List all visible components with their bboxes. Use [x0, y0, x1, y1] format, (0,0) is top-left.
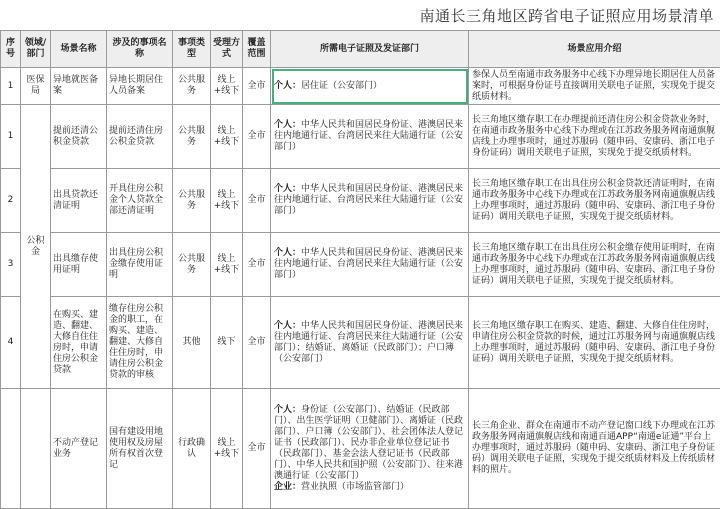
header-type: 事项类型: [173, 31, 211, 68]
header-scope: 覆盖范围: [243, 31, 271, 68]
cell-no: 3: [1, 233, 21, 297]
cell-mode: 线下: [211, 297, 243, 389]
cell-evidence: [271, 68, 469, 105]
cell-scene: 出具贷款还清证明: [51, 169, 107, 233]
table-row: [1, 297, 720, 389]
cell-intro: 长三角企业、群众在南通市不动产登记窗口线下办理或在江苏政务服务网南通旗舰店线和南通百通APP“南通e证通”平台上办理事项时，通过苏服码（随申码、安康码、浙江电子身份证码）调用关联电子证照，实现免于提交纸质材料及上传纸质材料的照片。: [469, 389, 720, 509]
cell-scope: 全市: [243, 169, 271, 233]
cell-scene: 不动产登记业务: [51, 389, 107, 509]
evidence-label: 个人：: [274, 81, 301, 91]
scenario-table: [0, 30, 720, 509]
evidence-text-enterprise: 营业执照（市场监管部门）: [301, 482, 409, 492]
cell-matter: 缴存住房公积金的职工，在购买、建造、翻建、大修自住住房时，申请住房公积金贷款的审核: [107, 297, 173, 389]
evidence-label-enterprise: 企业：: [274, 482, 301, 492]
header-scene: 场景名称: [51, 31, 107, 68]
cell-intro: 长三角地区缴存职工在办理提前还清住房公积金贷款业务时，在南通市政务服务中心线下办理或在江苏政务服务网南通旗舰店线上办理事项时，通过苏服码（随申码、安康码、浙江电子身份证码）调用关联电子证照，实现免于提交纸质材料。: [469, 105, 720, 169]
cell-matter: 开具住房公积金个人贷款全部还清证明: [107, 169, 173, 233]
cell-mode: 线上+线下: [211, 389, 243, 509]
cell-type: 公共服务: [173, 169, 211, 233]
cell-mode: 线上+线下: [211, 105, 243, 169]
cell-scope: 全市: [243, 297, 271, 389]
cell-evidence: [271, 389, 469, 509]
cell-no: [1, 389, 21, 509]
header-row: [1, 31, 720, 68]
cell-matter: 出具住房公积金缴存使用证明: [107, 233, 173, 297]
page-title: 南通长三角地区跨省电子证照应用场景清单: [160, 6, 714, 26]
cell-evidence: [271, 105, 469, 169]
evidence-label: 个人：: [274, 120, 301, 130]
table-row: [1, 105, 720, 169]
cell-scene: 提前还清公积金贷款: [51, 105, 107, 169]
cell-scope: 全市: [243, 233, 271, 297]
cell-type: 公共服务: [173, 233, 211, 297]
cell-no: 4: [1, 297, 21, 389]
cell-no: 2: [1, 169, 21, 233]
cell-scene: 在购买、建造、翻建、大修自住住房时，申请住房公积金贷款: [51, 297, 107, 389]
evidence-text: 中华人民共和国居民身份证、港澳居民来往内地通行证、台湾居民来往大陆通行证（公安部门）: [274, 120, 463, 152]
cell-matter: 国有建设用地使用权及房屋所有权首次登记: [107, 389, 173, 509]
evidence-label: 个人：: [274, 321, 301, 331]
cell-no: 1: [1, 105, 21, 169]
table-row: [1, 233, 720, 297]
cell-mode: 线上+线下: [211, 68, 243, 105]
cell-mode: 线上+线下: [211, 169, 243, 233]
cell-domain: [21, 389, 51, 509]
cell-mode: 线上+线下: [211, 233, 243, 297]
evidence-text: 身份证（公安部门）、结婚证（民政部门）、出生医学证明（卫健部门）、离婚证（民政部门）、户口簿（公安部门）、社会团体法人登记证书（民政部门）、民办非企业单位登记证书（民政部门）、基金会法人登记证书（民政部门）、中华人民共和国护照（公安部门）、往来港澳通行证（公安部门）: [274, 405, 463, 481]
cell-type: 公共服务: [173, 105, 211, 169]
cell-evidence: [271, 233, 469, 297]
cell-scope: 全市: [243, 105, 271, 169]
header-evidence: 所需电子证照及发证部门: [271, 31, 469, 68]
evidence-text: 中华人民共和国居民身份证、港澳居民来往内地通行证、台湾居民来往大陆通行证（公安部门）: [274, 248, 463, 280]
cell-scope: 全市: [243, 389, 271, 509]
cell-evidence: [271, 169, 469, 233]
cell-scope: 全市: [243, 68, 271, 105]
cell-scene: 异地就医备案: [51, 68, 107, 105]
cell-domain: 公积金: [21, 105, 51, 389]
header-no: 序号: [1, 31, 21, 68]
cell-intro: 长三角地区缴存职工在购买、建造、翻建、大修自住住房时，申请住房公积金贷款的时候，通过江苏服务网与南通旗舰店线上办理事项时，通过苏服码（随申码、安康码、浙江电子身份证码）调用关联电子证照，实现免于提交纸质材料。: [469, 297, 720, 389]
header-mode: 受理方式: [211, 31, 243, 68]
cell-scene: 出具缴存使用证明: [51, 233, 107, 297]
cell-type: 行政确认: [173, 389, 211, 509]
cell-matter: 异地长期居住人员备案: [107, 68, 173, 105]
table-row: [1, 68, 720, 105]
cell-intro: 长三角地区缴存职工在出具住房公积金贷款还清证明时，在南通市政务服务中心线下办理或在江苏政务服务网南通旗舰店线上办理事项时，通过苏服码（随申码、安康码、浙江电子身份证码）调用关联电子证照，实现免于提交纸质材料。: [469, 169, 720, 233]
evidence-text: 居住证（公安部门）: [301, 81, 382, 91]
header-domain: 领域/部门: [21, 31, 51, 68]
cell-intro: 长三角地区缴存职工在出具住房公积金缴存使用证明时，在南通市政务服务中心线下办理或在江苏政务服务网南通旗舰店线上办理事项时，通过苏服码（随申码、安康码、浙江电子身份证码）调用关联电子证照，实现免于提交纸质材料。: [469, 233, 720, 297]
table-row: [1, 389, 720, 509]
cell-no: 1: [1, 68, 21, 105]
evidence-text: 中华人民共和国居民身份证、港澳居民来往内地通行证、台湾居民来往大陆通行证（公安部门）: [274, 184, 463, 216]
cell-type: 公共服务: [173, 68, 211, 105]
evidence-label: 个人：: [274, 184, 301, 194]
cell-evidence: [271, 297, 469, 389]
cell-type: 其他: [173, 297, 211, 389]
header-intro: 场景应用介绍: [469, 31, 720, 68]
evidence-text: 中华人民共和国居民身份证、港澳居民来往内地通行证、台湾居民来往大陆通行证（公安部门）；结婚证、离婚证（民政部门）；户口簿（公安部门）: [274, 321, 463, 364]
cell-domain: 医保局: [21, 68, 51, 105]
header-matter: 涉及的事项名称: [107, 31, 173, 68]
evidence-label: 个人：: [274, 405, 301, 415]
table-row: [1, 169, 720, 233]
evidence-label: 个人：: [274, 248, 301, 258]
cell-matter: 提前还清住房公积金贷款: [107, 105, 173, 169]
cell-intro: 参保人员至南通市政务服务中心线下办理异地长期居住人员备案时，可根据身份证号直接调用关联电子证照，实现免于提交纸质材料。: [469, 68, 720, 105]
